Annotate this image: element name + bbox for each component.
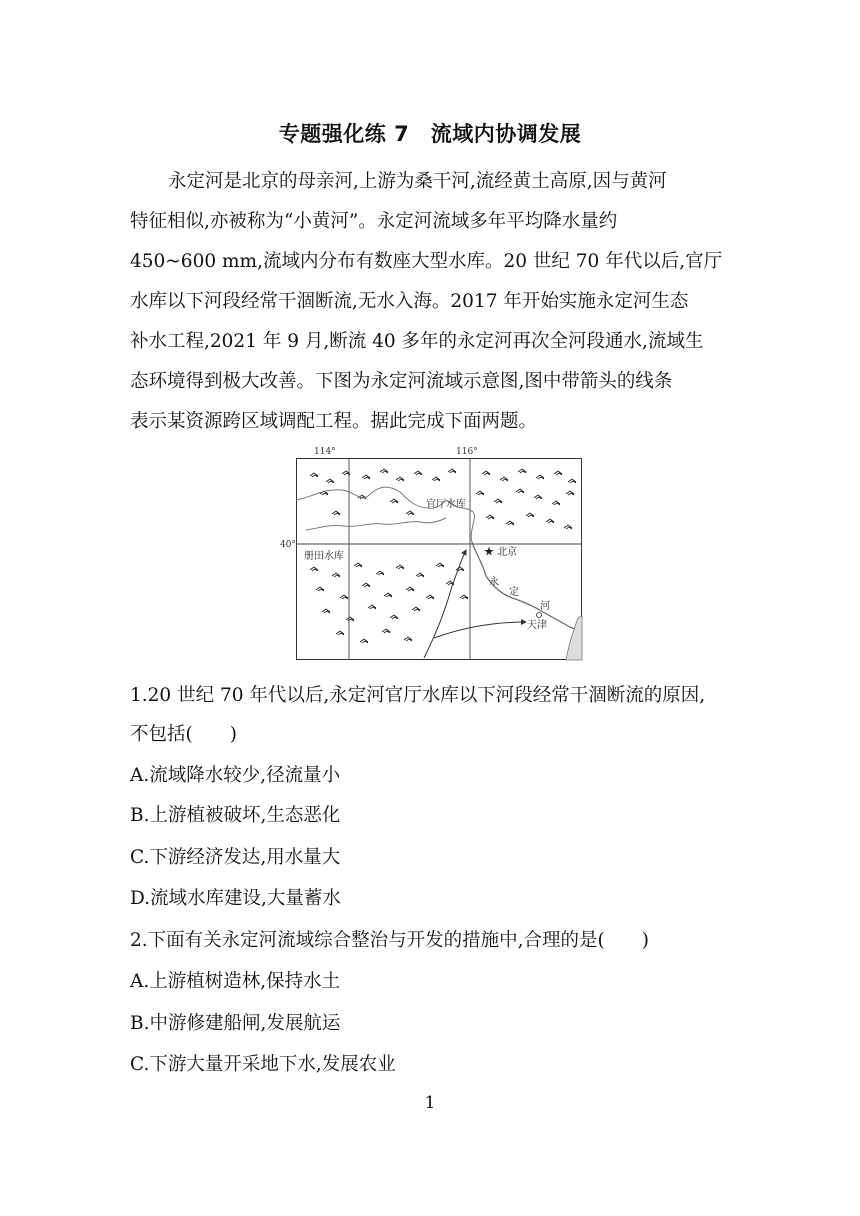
tianjin-label: 天津: [527, 620, 547, 631]
question-1-stem: 1.20 世纪 70 年代以后,永定河官厅水库以下河段经常干涸断流的原因,: [130, 685, 706, 706]
question-1-stem: 不包括( ): [130, 724, 237, 745]
question-1-option-d: D.流域水库建设,大量蓄水: [130, 888, 341, 909]
page-title: 专题强化练 7 流域内协调发展: [278, 122, 582, 146]
passage-line: 永定河是北京的母亲河,上游为桑干河,流经黄土高原,因与黄河: [168, 171, 667, 192]
question-2-stem: 2.下面有关永定河流域综合整治与开发的措施中,合理的是( ): [130, 930, 649, 951]
page-number: 1: [424, 1093, 436, 1113]
passage-line: 450~600 mm,流域内分布有数座大型水库。20 世纪 70 年代以后,官厅: [130, 251, 723, 272]
passage-line: 表示某资源跨区域调配工程。据此完成下面两题。: [130, 411, 538, 432]
river-label-1: 永: [489, 577, 499, 588]
lat-40-label: 40°: [280, 540, 296, 550]
question-1-option-a: A.流域降水较少,径流量小: [130, 765, 341, 786]
question-1-option-c: C.下游经济发达,用水量大: [130, 847, 341, 868]
river-label-2: 定: [509, 587, 519, 598]
question-2-option-a: A.上游植树造林,保持水土: [130, 971, 341, 992]
passage-line: 水库以下河段经常干涸断流,无水入海。2017 年开始实施永定河生态: [130, 291, 689, 312]
lon-114-label: 114°: [314, 447, 336, 457]
passage-line: 补水工程,2021 年 9 月,断流 40 多年的永定河再次全河段通水,流域生: [130, 331, 704, 352]
passage-line: 特征相似,亦被称为“小黄河”。永定河流域多年平均降水量约: [130, 211, 618, 232]
yongding-basin-map: [280, 447, 582, 660]
cetian-label: 册田水库: [304, 551, 344, 562]
passage-line: 态环境得到极大改善。下图为永定河流域示意图,图中带箭头的线条: [130, 371, 673, 392]
question-1-option-b: B.上游植被破坏,生态恶化: [130, 805, 341, 826]
beijing-label: ★ 北京: [484, 547, 518, 558]
guanting-label: 官厅水库: [426, 499, 466, 510]
question-2-option-c: C.下游大量开采地下水,发展农业: [130, 1054, 396, 1075]
river-label-3: 河: [540, 601, 550, 612]
lon-116-label: 116°: [456, 447, 478, 457]
question-2-option-b: B.中游修建船闸,发展航运: [130, 1013, 341, 1034]
